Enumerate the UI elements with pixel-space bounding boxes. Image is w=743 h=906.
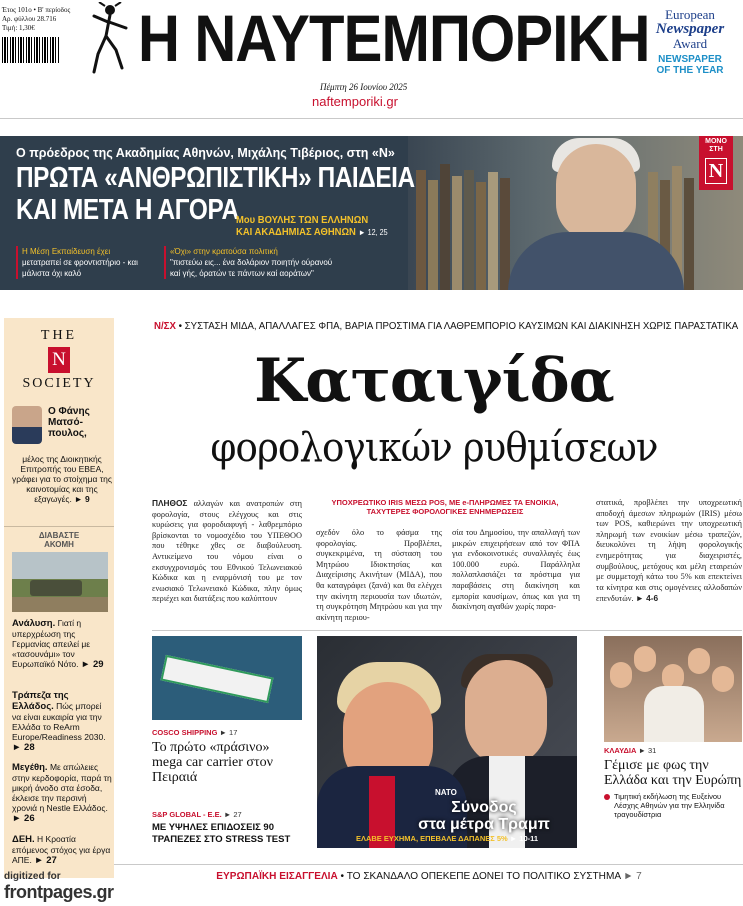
banner-quote-1-highlight: Η Μέση Εκπαίδευση έχει: [22, 247, 111, 256]
story-desc-text: Τιμητική εκδήλωση της Ευξείνου Λέσχης Αθηνών για την Ελληνίδα τραγουδίστρια: [614, 792, 725, 819]
lead-dropcap: ΠΛΗΘΟΣ: [152, 498, 188, 508]
sidebar-item-page: ► 29: [80, 659, 104, 670]
tiberios-photo: [408, 136, 743, 290]
newspaper-title: Η ΝΑΥΤΕΜΠΟΡΙΚΗ: [138, 1, 650, 75]
sidebar-item-title: Μεγέθη.: [12, 762, 48, 773]
tank-shape: [30, 580, 82, 596]
award-line3: Award: [672, 36, 708, 51]
lead-page-ref: ► 4-6: [635, 593, 659, 604]
car-carrier-shape: [160, 655, 273, 703]
story-sp[interactable]: [152, 810, 302, 846]
society-logo[interactable]: [4, 328, 114, 392]
footer-page: ► 7: [623, 870, 642, 882]
lead-column-1: [152, 498, 302, 626]
author-page-ref: ► 9: [74, 494, 90, 504]
story-klaudia[interactable]: [604, 746, 742, 819]
sidebar-item-page: ► 27: [34, 855, 57, 866]
lead-column-1-text: αλλαγών και ανατροπών στη φορολογία, στους ελέγχους και στις κυρώσεις για φοροδιαφυγή - λαθρεμπόριο βρίσκονται το νομοσχέδιο του ΥΠΕΘΟΟ που τέθηκε χθες σε διαβούλευση. Αντικείμενο του νόμου είναι ο εκσυγχρονισμός του Εθνικού Τελωνειακού Κώδικα και η εναρμόνισή του με τον ενωσιακό Τελωνειακό Κώδικα, πλην όμως περιέχει και διατάξεις που καλύπτουν: [152, 499, 302, 604]
story-page: ► 27: [223, 810, 242, 819]
story-label: S&P GLOBAL - Ε.Ε.: [152, 810, 222, 819]
klaudia-photo: [604, 636, 742, 742]
footer-label: ΕΥΡΩΠΑΪΚΗ ΕΙΣΑΓΓΕΛΙΑ: [216, 870, 338, 882]
story-title: Το πρώτο «πράσινο» mega car carrier στον Πειραιά: [152, 740, 273, 785]
lead-column-2: [316, 528, 442, 626]
sidebar-item-analysis[interactable]: [12, 618, 112, 670]
kicker-label: N/ΣΧ: [154, 320, 176, 332]
sidebar-item-sizes[interactable]: [12, 762, 112, 824]
society-name: SOCIETY: [22, 376, 96, 391]
sidebar-item-bank[interactable]: [12, 690, 112, 753]
banner-subtitle: [236, 214, 388, 239]
issue-year: Έτος 101ο • Β' περίοδος: [2, 6, 71, 14]
watermark-line2: frontpages.gr: [4, 882, 114, 902]
award-line1: European: [665, 7, 715, 22]
lead-column-2-text: σχεδόν όλο το φάσμα της φορολογίας. Προβλέπει, συγκεκριμένα, τη σύσταση του Μητρώου Ιδιοκτησίας και Διαχείρισης Ακινήτων (ΜΙΔΑ), που θα καταγράφει (ξανά) και θα ελέγχει την ακίνητη περιουσία των ιδιωτών, τη συγκρότηση Μητρώου και για την ακίνητη περιου-: [316, 528, 442, 622]
lead-kicker: [154, 320, 739, 332]
award-line2: Newspaper: [655, 21, 725, 37]
badge-top: ΜΟΝΟ: [705, 138, 727, 145]
story-label: COSCO SHIPPING: [152, 728, 218, 737]
footer-divider: [114, 864, 743, 865]
issue-price: Τιμή: 1,30€: [2, 24, 35, 32]
story-page: ► 31: [638, 746, 657, 755]
badge-letter: N: [705, 158, 727, 184]
story-title: ΜΕ ΥΨΗΛΕΣ ΕΠΙΔΟΣΕΙΣ 90 ΤΡΑΠΕΖΕΣ ΣΤΟ STRESS TEST: [152, 822, 291, 845]
lead-column-4: [596, 498, 742, 626]
award-badge: [640, 8, 740, 76]
hermes-logo-icon: [88, 2, 132, 74]
footer-text: • ΤΟ ΣΚΑΝΔΑΛΟ ΟΠΕΚΕΠΕ ΔΟΝΕΙ ΤΟ ΠΟΛΙΤΙΚΟ ΣΥΣΤΗΜΑ: [340, 870, 621, 882]
story-title: Γέμισε με φως την Ελλάδα και την Ευρώπη: [604, 758, 742, 788]
badge-mid: ΣΤΗ: [709, 146, 723, 153]
masthead-divider: [0, 118, 743, 119]
author-name: Ο Φάνης Ματσό-πουλος,: [48, 406, 90, 439]
banner-headline-line2: ΚΑΙ ΜΕΤΑ Η ΑΓΟΡΑ: [16, 194, 239, 226]
banner-subtitle-line1: Μου ΒΟΥΛΗΣ ΤΩΝ ΕΛΛΗΝΩΝ: [236, 214, 369, 226]
banner-subtitle-line2: ΚΑΙ ΑΚΑΔΗΜΙΑΣ ΑΘΗΝΩΝ: [236, 226, 356, 238]
portrait-face: [556, 144, 636, 240]
site-url[interactable]: naftemporiki.gr: [312, 94, 398, 109]
story-page: ► 10-11: [509, 834, 539, 843]
sidebar-item-title: Ανάλυση.: [12, 618, 56, 629]
story-subtitle: [317, 834, 577, 843]
banner-page-ref: ► 12, 25: [358, 228, 388, 237]
footer-headline[interactable]: [127, 870, 732, 882]
banner-quote-1-text: μετατραπεί σε φροντιστήριο - και μάλιστα όχι καλό: [22, 258, 138, 278]
sidebar-item-page: ► 26: [12, 813, 35, 824]
banner-kicker: Ο πρόεδρος της Ακαδημίας Αθηνών, Μιχάλης Τιβέριος, στη «Ν»: [16, 146, 395, 160]
story-cosco[interactable]: [152, 728, 302, 785]
story-title-line2: στα μέτρα Τραμπ: [418, 816, 550, 833]
story-label: ΚΛΑΥΔΙΑ: [604, 746, 637, 755]
lead-headline[interactable]: Καταιγίδα: [254, 346, 614, 416]
sidebar-item-title: ΔΕΗ.: [12, 834, 35, 845]
left-sidebar: [4, 318, 114, 878]
top-banner[interactable]: [0, 136, 743, 290]
issue-meta: [2, 6, 92, 63]
avatar: [12, 406, 42, 444]
sidebar-item-dei[interactable]: [12, 834, 112, 866]
sidebar-item-text: Γιατί η υπερχρέωση της Γερμανίας απειλεί με «τασουνάμι» τον Ευρωπαϊκό Νότο.: [12, 618, 91, 669]
banner-quote-2: [164, 246, 344, 279]
author-desc: [12, 454, 112, 504]
lead-subheadline[interactable]: φορολογικών ρυθμίσεων: [210, 425, 658, 471]
award-line4: NEWSPAPER: [658, 54, 722, 65]
sidebar-item-page: ► 28: [12, 742, 35, 753]
story-subtitle-text: ΕΛΑΒΕ ΕΥΧΗΜΑ, ΕΠΕΒΑΛΕ ΔΑΠΑΝΕΣ 5%: [355, 834, 508, 843]
story-title: [409, 799, 559, 833]
lead-column-4-text: στατικά, προβλέπει την υποχρεωτική αποδοχή άμεσων πληρωμών (IRIS) μέσω των POS, καθιερώνει την υποχρεωτική πληρωμή των ενοικίων μέσω τραπεζών, διευκολύνει τη λήψη φορολογικής ενημερότητας για διαχειριστές, συμβούλους, μετόχους και μέλη εταιρειών με συμμετοχή κάτω του 5% και επεκτείνει τα κίνητρα και στις ομογένειες αλλοδαπών επενδυτών.: [596, 498, 742, 604]
award-line5: OF THE YEAR: [656, 65, 724, 76]
sidebar-item-text: Η Κροατία επόμενος στόχος για έργα ΑΠΕ.: [12, 834, 111, 865]
story-page: ► 17: [219, 728, 238, 737]
banner-quote-1: [16, 246, 146, 279]
lead-column-3: [452, 528, 580, 626]
story-title-line1: Σύνοδος: [451, 799, 517, 816]
section-divider: [152, 630, 742, 631]
bullet-icon: [604, 794, 610, 800]
issue-date: Πέμπτη 26 Ιουνίου 2025: [320, 82, 408, 92]
issue-number: Αρ. φύλλου 28.716: [2, 15, 57, 23]
author-desc-text: μέλος της Διοικητικής Επιτροπής του ΕΒΕΑ, γράφει για το στοίχημα της καινοτομίας και της εξαγωγές.: [12, 454, 112, 504]
story-desc: [604, 792, 742, 819]
society-the: THE: [40, 328, 78, 343]
read-more-heading: [4, 526, 114, 549]
banner-quote-2-highlight: «Όχι» στην κρατούσα πολιτική: [170, 247, 278, 256]
sidebar-item-text: Πώς μπορεί να είναι ευκαιρία για την Ελλάδα το ReArm Europe/Readiness 2030.: [12, 701, 106, 742]
sidebar-item-text: Με απώλειες στην κερδοφορία, παρά τη μικρή άνοδο στα έσοδα, έκλεισε την περσινή χρονιά η Nestle Ελλάδος.: [12, 762, 112, 813]
kicker-text: • ΣΥΣΤΑΣΗ ΜΙΔΑ, ΑΠΑΛΛΑΓΕΣ ΦΠΑ, ΒΑΡΙΑ ΠΡΟΣΤΙΜΑ ΓΙΑ ΛΑΘΡΕΜΠΟΡΙΟ ΚΑΥΣΙΜΩΝ ΚΑΙ ΔΙΑΚΙΝΗΣΗ ΧΩΡΙΣ ΠΑΡΑΣΤΑΤΙΚΑ: [178, 320, 739, 332]
banner-headline-line1: ΠΡΩΤΑ «ΑΝΘΡΩΠΙΣΤΙΚΗ» ΠΑΙΔΕΙΑ: [16, 162, 415, 194]
read-more-line1: ΔΙΑΒΑΣΤΕ: [38, 531, 80, 540]
story-nato[interactable]: [317, 636, 577, 848]
exclusive-badge: [699, 136, 733, 190]
rutte-face: [465, 660, 547, 766]
ship-photo: [152, 636, 302, 720]
lead-subkicker: ΥΠΟΧΡΕΩΤΙΚΟ IRIS ΜΕΣΩ POS, ΜΕ e-ΠΛΗΡΩΜΕΣ ΤΑ ΕΝΟΙΚΙΑ, ΤΑΧΥΤΕΡΕΣ ΦΟΡΟΛΟΓΙΚΕΣ ΕΝΗΜΕΡΩΣΕΙΣ: [331, 498, 559, 516]
watermark-line1: digitized for: [4, 871, 61, 882]
lead-column-3-text: σία του Δημοσίου, την απαλλαγή των μικρών επιχειρήσεων από τον ΦΠΑ για ενδοκοινοτικές συναλλαγές έως 100.000 ευρώ. Παράλληλα πολλαπλασιάζει τα πρόστιμα για παραβάσεις στη διακίνηση και εμπορία καυσίμων, όπως και για τη διακίνηση αγαθών χωρίς παρα-: [452, 528, 580, 612]
banner-quote-2-text: "πιστεύω εις... ένα δολάριον ποιητήν ούρανού καί γής, όρατών τε πάντων καί αοράτων": [170, 258, 333, 278]
read-more-line2: ΑΚΟΜΗ: [44, 540, 74, 549]
story-label: ΝΑΤΟ: [435, 788, 457, 797]
sidebar-item-title: Τράπεζα της Ελλάδος.: [12, 690, 69, 712]
barcode: [2, 37, 60, 63]
society-letter: N: [48, 347, 70, 373]
